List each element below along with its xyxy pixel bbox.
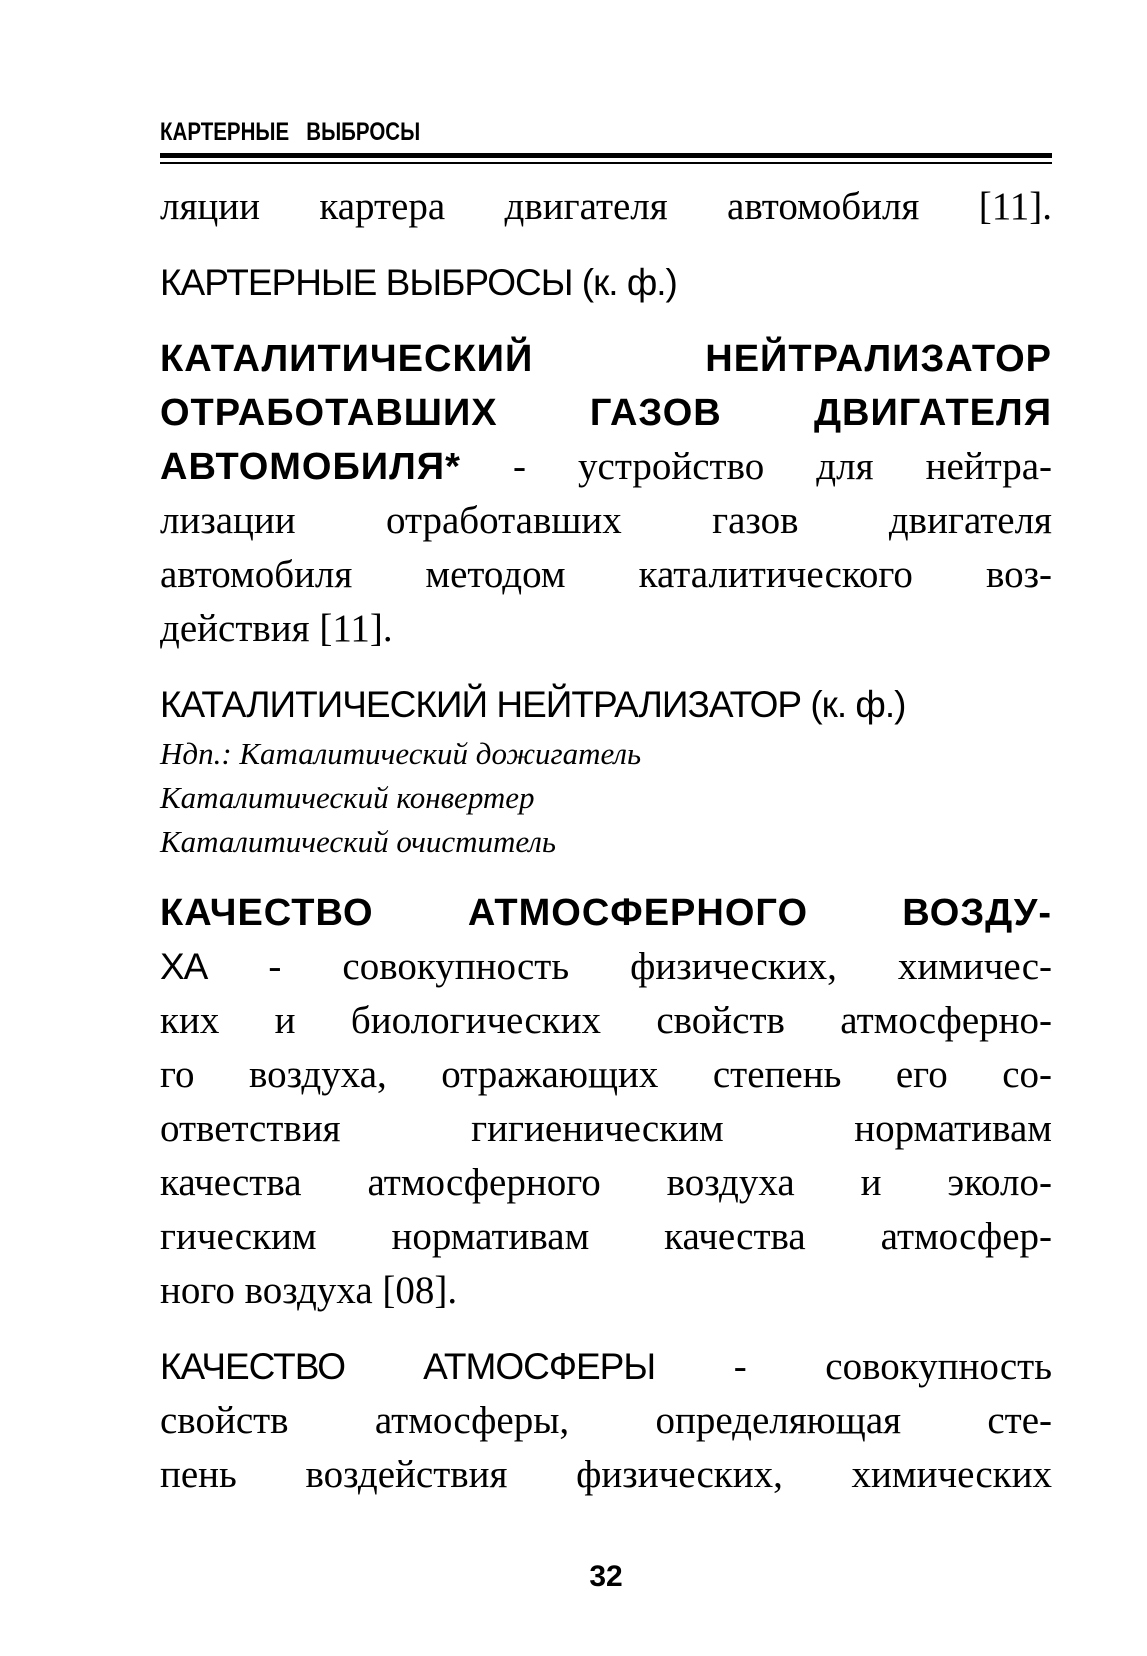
definition-line	[160, 940, 1052, 994]
deprecated-term: Каталитический очиститель	[160, 824, 557, 859]
entry-atmosphere-quality	[160, 1340, 1052, 1502]
term-text: ХА	[160, 946, 208, 987]
term-line	[160, 886, 1052, 940]
entry-catalytic-converter-short	[160, 678, 1052, 864]
definition-line: свойств атмосферы, определяющая сте-	[160, 1399, 1052, 1442]
entry-air-quality	[160, 886, 1052, 1318]
definition-line: го воздуха, отражающих степень его со-	[160, 1053, 1052, 1096]
definition-text: - совокупность	[655, 1345, 1052, 1388]
definition-line: действия [11].	[160, 607, 393, 650]
definition-line	[160, 440, 1052, 494]
deprecated-term: Ндп.: Каталитический дожигатель	[160, 736, 642, 771]
definition-line: лизации отработавших газов двигателя	[160, 499, 1052, 542]
running-header: КАРТЕРНЫЕ ВЫБРОСЫ	[160, 118, 421, 146]
term-text: КАЧЕСТВО АТМОСФЕРНОГО ВОЗДУ-	[160, 892, 1052, 934]
term-text: КАЧЕСТВО АТМОСФЕРЫ	[160, 1346, 656, 1387]
definition-line: ответствия гигиеническим нормативам	[160, 1107, 1052, 1150]
term-text: ОТРАБОТАВШИХ ГАЗОВ ДВИГАТЕЛЯ	[160, 392, 1052, 434]
entry-short-form	[160, 256, 1052, 310]
page-content	[160, 180, 1052, 1502]
definition-line: гическим нормативам качества атмосфер-	[160, 1215, 1052, 1258]
header-rule-thick	[160, 153, 1052, 158]
definition-text: - устройство для нейтра-	[460, 445, 1052, 488]
deprecated-term: Каталитический конвертер	[160, 780, 535, 815]
term-short-form: КАРТЕРНЫЕ ВЫБРОСЫ (к. ф.)	[160, 262, 677, 303]
definition-line	[160, 1340, 1052, 1394]
page-number: 32	[589, 1560, 623, 1593]
term-line	[160, 386, 1052, 440]
definition-line: автомобиля методом каталитического воз-	[160, 553, 1052, 596]
document-page	[160, 0, 1050, 1656]
definition-line: пень воздействия физических, химических	[160, 1453, 1052, 1496]
term-line	[160, 332, 1052, 386]
entry-short-form	[160, 678, 1052, 732]
definition-line: качества атмосферного воздуха и эколо-	[160, 1161, 1052, 1204]
definition-text: - совокупность физических, химичес-	[207, 945, 1052, 988]
term-short-form: КАТАЛИТИЧЕСКИЙ НЕЙТРАЛИЗАТОР (к. ф.)	[160, 684, 906, 725]
definition-line: ного воздуха [08].	[160, 1269, 458, 1312]
text-line: ляции картера двигателя автомобиля [11].	[160, 185, 1052, 228]
term-text: КАТАЛИТИЧЕСКИЙ НЕЙТРАЛИЗАТОР	[160, 338, 1052, 380]
term-text: АВТОМОБИЛЯ*	[160, 446, 461, 488]
header-rule-thin	[160, 162, 1052, 164]
entry-catalytic-converter	[160, 332, 1052, 656]
definition-line: ких и биологических свойств атмосферно-	[160, 999, 1052, 1042]
entry-crankcase-emissions-short	[160, 256, 1052, 310]
